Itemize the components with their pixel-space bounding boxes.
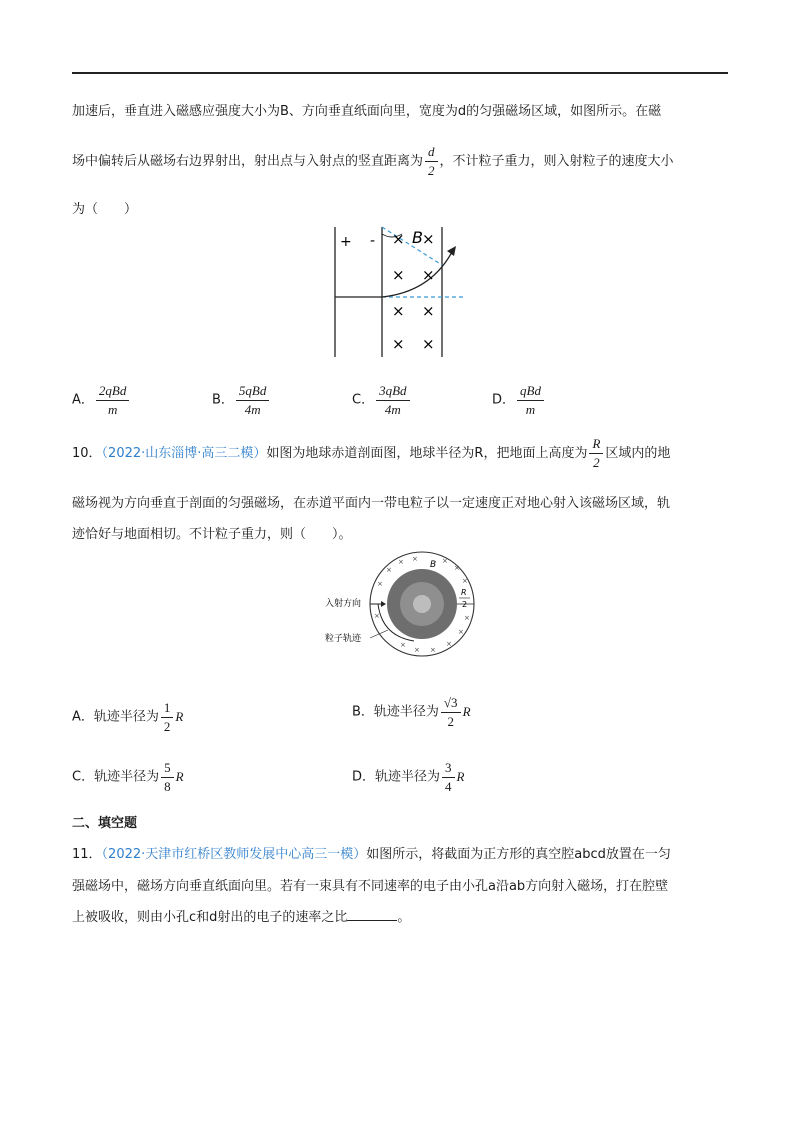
q11-line1-text: 如图所示，将截面为正方形的真空腔abcd放置在一匀 [366, 847, 671, 862]
q10-line2: 磁场视为方向垂直于剖面的匀强磁场，在赤道平面内一带电粒子以一定速度正对地心射入该磁场区域，轨 [72, 496, 671, 511]
q9-line3: 为（ ） [72, 202, 138, 217]
q11-number: 11． [72, 847, 102, 862]
q9-field-label-B: B [412, 228, 423, 247]
option-fraction [376, 383, 409, 418]
q10-trajectory-label: 粒子轨迹 [325, 634, 362, 644]
field-cross: × [464, 614, 470, 622]
frac-num: √3 [441, 695, 461, 713]
option-fraction [236, 383, 269, 418]
q11-line3-text: 上被吸收，则由小孔c和d射出的电子的速率之比 [72, 910, 348, 925]
header-rule [72, 72, 728, 74]
field-cross: × [422, 266, 435, 284]
frac-num: 5qBd [236, 383, 269, 401]
field-cross: × [392, 230, 405, 248]
q10-earth-section-figure [322, 548, 492, 668]
frac-den: m [525, 402, 536, 417]
section-title: 二、填空题 [72, 816, 138, 831]
frac-num: 1 [161, 700, 174, 718]
q11-source-link[interactable]: （2022·天津市红桥区教师发展中心高三一模） [101, 847, 367, 862]
q10-line1-text-a: 如图为地球赤道剖面图，地球半径为R，把地面上高度为 [266, 446, 588, 461]
q10-height-R: R [461, 588, 467, 597]
q10-earth-core [413, 595, 431, 613]
field-cross: × [422, 302, 435, 320]
field-cross: × [412, 555, 418, 563]
frac-den: m [107, 402, 118, 417]
q11-line3-end: 。 [397, 910, 411, 925]
q9-line2 [72, 140, 674, 184]
q9-option-d[interactable] [492, 383, 546, 418]
option-label: A．轨迹半径为 [72, 709, 159, 725]
frac-den: 2 [163, 719, 171, 734]
option-label: B． [212, 392, 234, 408]
frac-den: 2 [447, 714, 454, 729]
q11-line2: 强磁场中，磁场方向垂直纸面向里。若有一束具有不同速率的电子由小孔a沿ab方向射入磁场，打在腔壁 [72, 879, 669, 894]
frac-den: 8 [164, 779, 171, 794]
q11-line3 [72, 906, 410, 925]
option-fraction [442, 760, 455, 795]
option-label: C．轨迹半径为 [72, 769, 160, 785]
frac-den: 4 [445, 779, 452, 794]
field-cross: × [400, 641, 406, 649]
q9-frac-num: d [425, 144, 438, 162]
frac-num: R [589, 436, 603, 454]
field-cross: × [377, 580, 383, 588]
field-cross: × [392, 302, 405, 320]
q9-line2-text-a: 场中偏转后从磁场右边界射出，射出点与入射点的竖直距离为 [72, 154, 424, 169]
q10-line3: 迹恰好与地面相切。不计粒子重力，则（ ）。 [72, 527, 352, 542]
q9-frac-den: 2 [428, 163, 435, 178]
frac-den: 4m [384, 402, 401, 417]
frac-den: 4m [244, 402, 261, 417]
option-fraction [517, 383, 544, 418]
frac-den: 2 [593, 455, 600, 470]
q11-line1 [72, 843, 671, 862]
q9-line2-text-b: ，不计粒子重力，则入射粒子的速度大小 [439, 154, 674, 169]
q9-plus-sign: + [340, 234, 352, 250]
field-cross: × [458, 628, 464, 636]
field-cross: × [454, 564, 460, 572]
q9-fraction [425, 144, 438, 179]
q9-field-crosses [392, 230, 435, 353]
q9-option-c[interactable] [352, 383, 412, 418]
field-cross: × [398, 558, 404, 566]
option-label: A． [72, 392, 94, 408]
field-cross: × [422, 230, 435, 248]
field-cross: × [414, 646, 420, 654]
option-fraction [96, 383, 129, 418]
frac-num: 3 [442, 760, 455, 778]
option-fraction [441, 695, 461, 730]
q10-option-b[interactable] [352, 695, 471, 730]
answer-blank[interactable] [347, 908, 397, 921]
q10-height-two: 2 [462, 600, 468, 609]
field-cross: × [374, 612, 380, 620]
q9-option-a[interactable] [72, 383, 131, 418]
q10-incident-label: 入射方向 [325, 599, 362, 609]
frac-num: 2qBd [96, 383, 129, 401]
frac-num: 5 [161, 760, 174, 778]
q10-line1-text-b: 区域内的地 [605, 446, 671, 461]
field-cross: × [446, 640, 452, 648]
option-label: D．轨迹半径为 [352, 769, 441, 785]
q9-arrowhead [447, 246, 456, 256]
field-cross: × [422, 335, 435, 353]
option-label: D． [492, 392, 516, 408]
field-cross: × [430, 646, 436, 654]
field-cross: × [442, 557, 448, 565]
q10-fraction [589, 436, 603, 471]
option-label: C． [352, 392, 375, 408]
q10-option-d[interactable] [352, 760, 464, 795]
field-cross: × [386, 566, 392, 574]
field-cross: × [392, 335, 405, 353]
q10-option-c[interactable] [72, 760, 184, 795]
q10-field-label-B: B [430, 560, 437, 570]
option-tail: R [175, 709, 184, 724]
q9-magnetic-field-figure [330, 222, 480, 362]
frac-num: qBd [517, 383, 544, 401]
frac-num: 3qBd [376, 383, 409, 401]
option-tail: R [462, 704, 471, 719]
option-fraction [161, 760, 174, 795]
option-label: B．轨迹半径为 [352, 704, 439, 720]
field-cross: × [392, 266, 405, 284]
q9-option-b[interactable] [212, 383, 271, 418]
q10-line1 [72, 432, 670, 476]
option-tail: R [175, 769, 184, 784]
field-cross: × [462, 577, 468, 585]
q9-line1: 加速后，垂直进入磁感应强度大小为B、方向垂直纸面向里，宽度为d的匀强磁场区域，如图所示。在磁 [72, 104, 662, 119]
q10-option-a[interactable] [72, 700, 183, 735]
option-tail: R [456, 769, 465, 784]
q10-source-link[interactable]: （2022·山东淄博·高三二模） [101, 446, 267, 461]
q9-minus-sign: - [370, 233, 376, 249]
option-fraction [161, 700, 174, 735]
q10-number: 10． [72, 446, 102, 461]
